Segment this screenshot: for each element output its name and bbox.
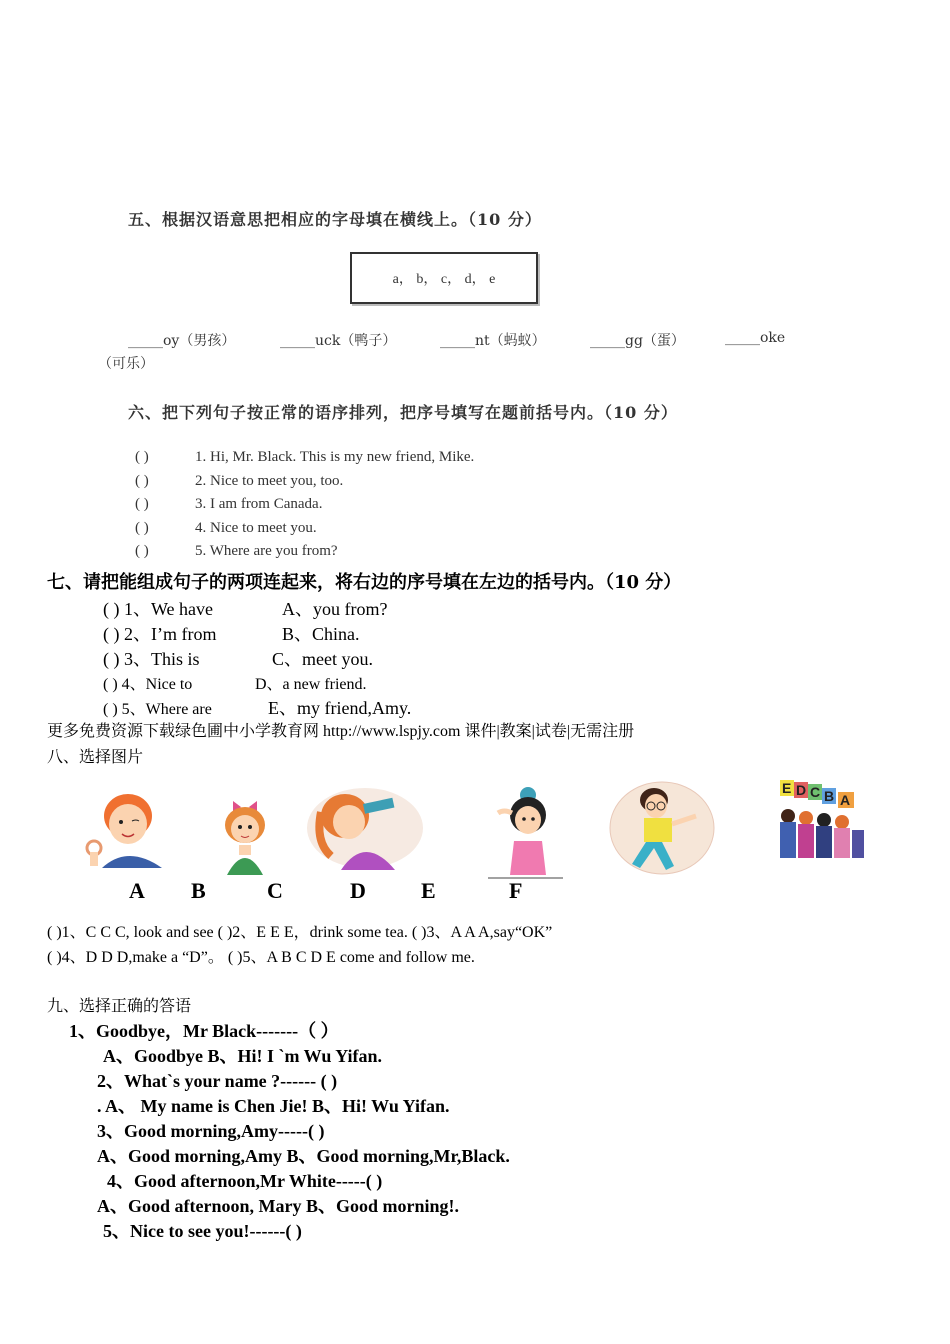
ad-line: 更多免费资源下载绿色圃中小学教育网 http://www.lspjy.com 课件|教案|试卷|无需注册 bbox=[47, 723, 635, 740]
section9-options: A、Good afternoon, Mary B、Good morning!. bbox=[97, 1196, 459, 1216]
sign-letter: A bbox=[840, 792, 851, 808]
blank-coke: _____oke bbox=[725, 330, 786, 346]
section9-question: 3、Good morning,Amy-----( ) bbox=[97, 1121, 325, 1141]
match-right: A、you from? bbox=[282, 599, 388, 619]
sentence: 4. Nice to meet you. bbox=[195, 520, 317, 536]
picture-c-telescope-girl bbox=[305, 782, 425, 870]
picture-label-b: B bbox=[191, 878, 206, 903]
section8-question-row: ( )1、C C C, look and see ( )2、E E E，drink some tea. ( )3、A A A,say“OK” bbox=[47, 924, 553, 941]
answer-paren: ( ) bbox=[135, 520, 149, 536]
blank-boy: _____oy（男孩） bbox=[128, 333, 236, 349]
picture-label-a: A bbox=[129, 878, 145, 903]
section6-item bbox=[135, 473, 343, 490]
picture-b-girl bbox=[215, 795, 275, 875]
picture-label-f: F bbox=[509, 878, 523, 903]
match-right: B、China. bbox=[282, 624, 360, 644]
match-row bbox=[103, 671, 192, 694]
picture-label-d: D bbox=[350, 878, 366, 903]
section6-title: 六、把下列句子按正常的语序排列，把序号填写在题前括号内。（10 分） bbox=[128, 403, 678, 422]
section9-question: 1、Goodbye，Mr Black-------（ ） bbox=[69, 1021, 339, 1041]
match-row bbox=[103, 696, 212, 719]
blank-egg: _____gg（蛋） bbox=[590, 333, 685, 349]
match-row bbox=[103, 645, 200, 671]
sign-letter: C bbox=[810, 784, 821, 800]
answer-paren: ( ) bbox=[135, 543, 149, 559]
section9-question: 5、Nice to see you!------( ) bbox=[103, 1221, 302, 1241]
section9-question: 4、Good afternoon,Mr White-----( ) bbox=[107, 1171, 383, 1191]
blank-coke-meaning: （可乐） bbox=[98, 356, 154, 372]
sign-letter: D bbox=[796, 782, 807, 798]
sign-letter: E bbox=[782, 780, 792, 796]
sign-letter: B bbox=[824, 788, 835, 804]
match-row bbox=[103, 620, 216, 646]
picture-label-c: C bbox=[267, 878, 283, 903]
section5-title: 五、根据汉语意思把相应的字母填在横线上。（10 分） bbox=[128, 210, 542, 229]
sentence: 2. Nice to meet you, too. bbox=[195, 473, 344, 489]
blank-ant: _____nt（蚂蚁） bbox=[440, 333, 546, 349]
letter-box bbox=[350, 252, 538, 304]
answer-paren: ( ) bbox=[135, 473, 149, 489]
section7-title: 七、请把能组成句子的两项连起来，将右边的序号填在左边的括号内。（10 分） bbox=[47, 572, 682, 593]
section9-question: 2、What`s your name ?------ ( ) bbox=[97, 1071, 338, 1091]
answer-paren: ( ) bbox=[135, 449, 149, 465]
picture-f-letter-kids bbox=[776, 778, 866, 862]
picture-label-e: E bbox=[421, 878, 436, 903]
section8-title: 八、选择图片 bbox=[47, 747, 144, 766]
picture-e-glasses-boy bbox=[606, 780, 716, 878]
section9-options: A、Goodbye B、Hi! I `m Wu Yifan. bbox=[103, 1046, 383, 1066]
match-left: ( ) 3、This is bbox=[103, 649, 200, 669]
match-right: D、a new friend. bbox=[255, 676, 367, 693]
section6-item bbox=[135, 496, 322, 513]
match-row bbox=[103, 595, 213, 621]
section6-item bbox=[135, 520, 317, 537]
match-left: ( ) 4、Nice to bbox=[103, 676, 193, 693]
match-right: C、meet you. bbox=[272, 649, 373, 669]
blank-duck: _____uck（鸭子） bbox=[280, 333, 397, 349]
sentence: 5. Where are you from? bbox=[195, 543, 338, 559]
picture-d-looking-girl bbox=[488, 785, 563, 880]
sentence: 1. Hi, Mr. Black. This is my new friend, Mike. bbox=[195, 449, 475, 465]
section9-options: . A、 My name is Chen Jie! B、Hi! Wu Yifan. bbox=[97, 1096, 450, 1116]
answer-paren: ( ) bbox=[135, 496, 149, 512]
section8-question-row: ( )4、D D D,make a “D”。 ( )5、A B C D E come and follow me. bbox=[47, 949, 475, 966]
section9-title: 九、选择正确的答语 bbox=[47, 996, 192, 1015]
match-right: E、my friend,Amy. bbox=[268, 698, 412, 718]
picture-a-ok-boy bbox=[80, 788, 170, 868]
section6-item bbox=[135, 543, 338, 560]
sentence: 3. I am from Canada. bbox=[195, 496, 323, 512]
letter-options: a， b， c， d， e bbox=[392, 272, 496, 287]
match-left: ( ) 2、I’m from bbox=[103, 624, 217, 644]
match-left: ( ) 1、We have bbox=[103, 599, 214, 619]
section6-item bbox=[135, 449, 474, 466]
match-left: ( ) 5、Where are bbox=[103, 701, 212, 718]
section9-options: A、Good morning,Amy B、Good morning,Mr,Black. bbox=[97, 1146, 510, 1166]
